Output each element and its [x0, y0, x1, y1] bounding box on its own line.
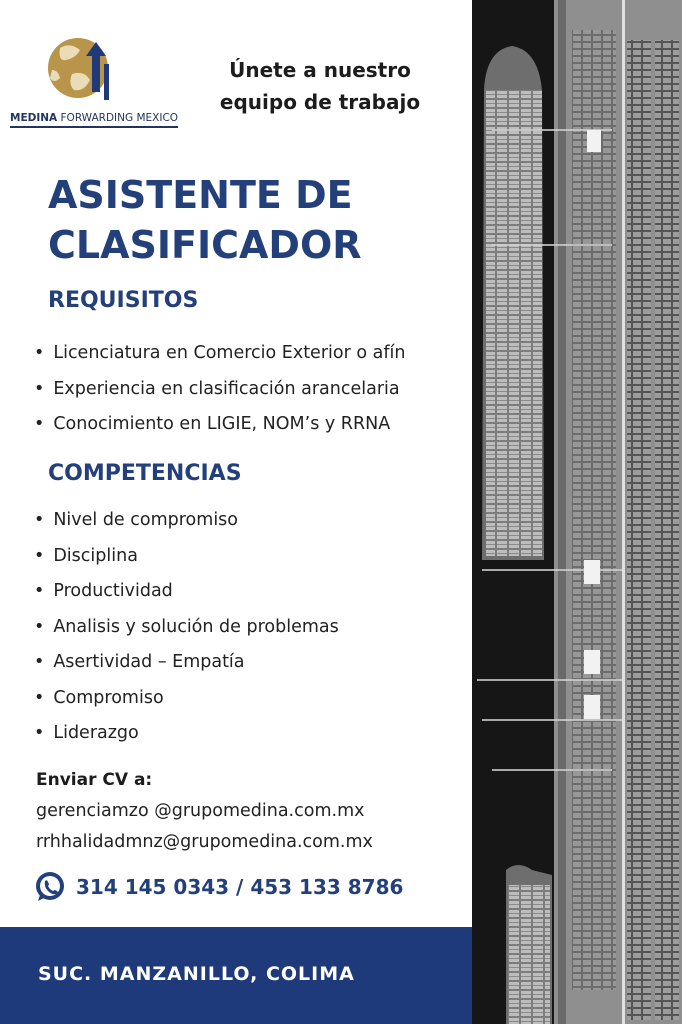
list-item: • Licenciatura en Comercio Exterior o afín — [34, 336, 405, 372]
phone-row — [34, 870, 403, 904]
requirements-list — [34, 336, 405, 443]
email-link-2[interactable]: rrhhalidadmnz@grupomedina.com.mx — [36, 832, 373, 852]
send-cv-label: Enviar CV a: — [36, 770, 153, 790]
footer-bar — [0, 927, 472, 1024]
requirements-heading: REQUISITOS — [48, 288, 199, 313]
list-item: • Liderazgo — [34, 716, 339, 752]
list-item: • Asertividad – Empatía — [34, 645, 339, 681]
phone-numbers[interactable]: 314 145 0343 / 453 133 8786 — [76, 875, 404, 899]
list-item: • Disciplina — [34, 539, 339, 575]
port-aerial-photo — [472, 0, 682, 1024]
branch-label: SUC. MANZANILLO, COLIMA — [38, 963, 355, 985]
list-item: • Experiencia en clasificación arancelaria — [34, 372, 405, 408]
join-team-heading: Únete a nuestro equipo de trabajo — [219, 58, 421, 114]
company-name: MEDINA FORWARDING MEXICO — [10, 112, 179, 124]
logo-underline — [10, 126, 178, 128]
whatsapp-icon — [34, 871, 66, 903]
list-item: • Nivel de compromiso — [34, 503, 339, 539]
list-item: • Conocimiento en LIGIE, NOM’s y RRNA — [34, 407, 405, 443]
list-item: • Productividad — [34, 574, 339, 610]
competencies-heading: COMPETENCIAS — [48, 461, 242, 486]
competencies-list — [34, 503, 339, 752]
list-item: • Analisis y solución de problemas — [34, 610, 339, 646]
email-link-1[interactable]: gerenciamzo @grupomedina.com.mx — [36, 801, 365, 821]
list-item: • Compromiso — [34, 681, 339, 717]
job-title: ASISTENTE DE CLASIFICADOR — [48, 173, 362, 267]
